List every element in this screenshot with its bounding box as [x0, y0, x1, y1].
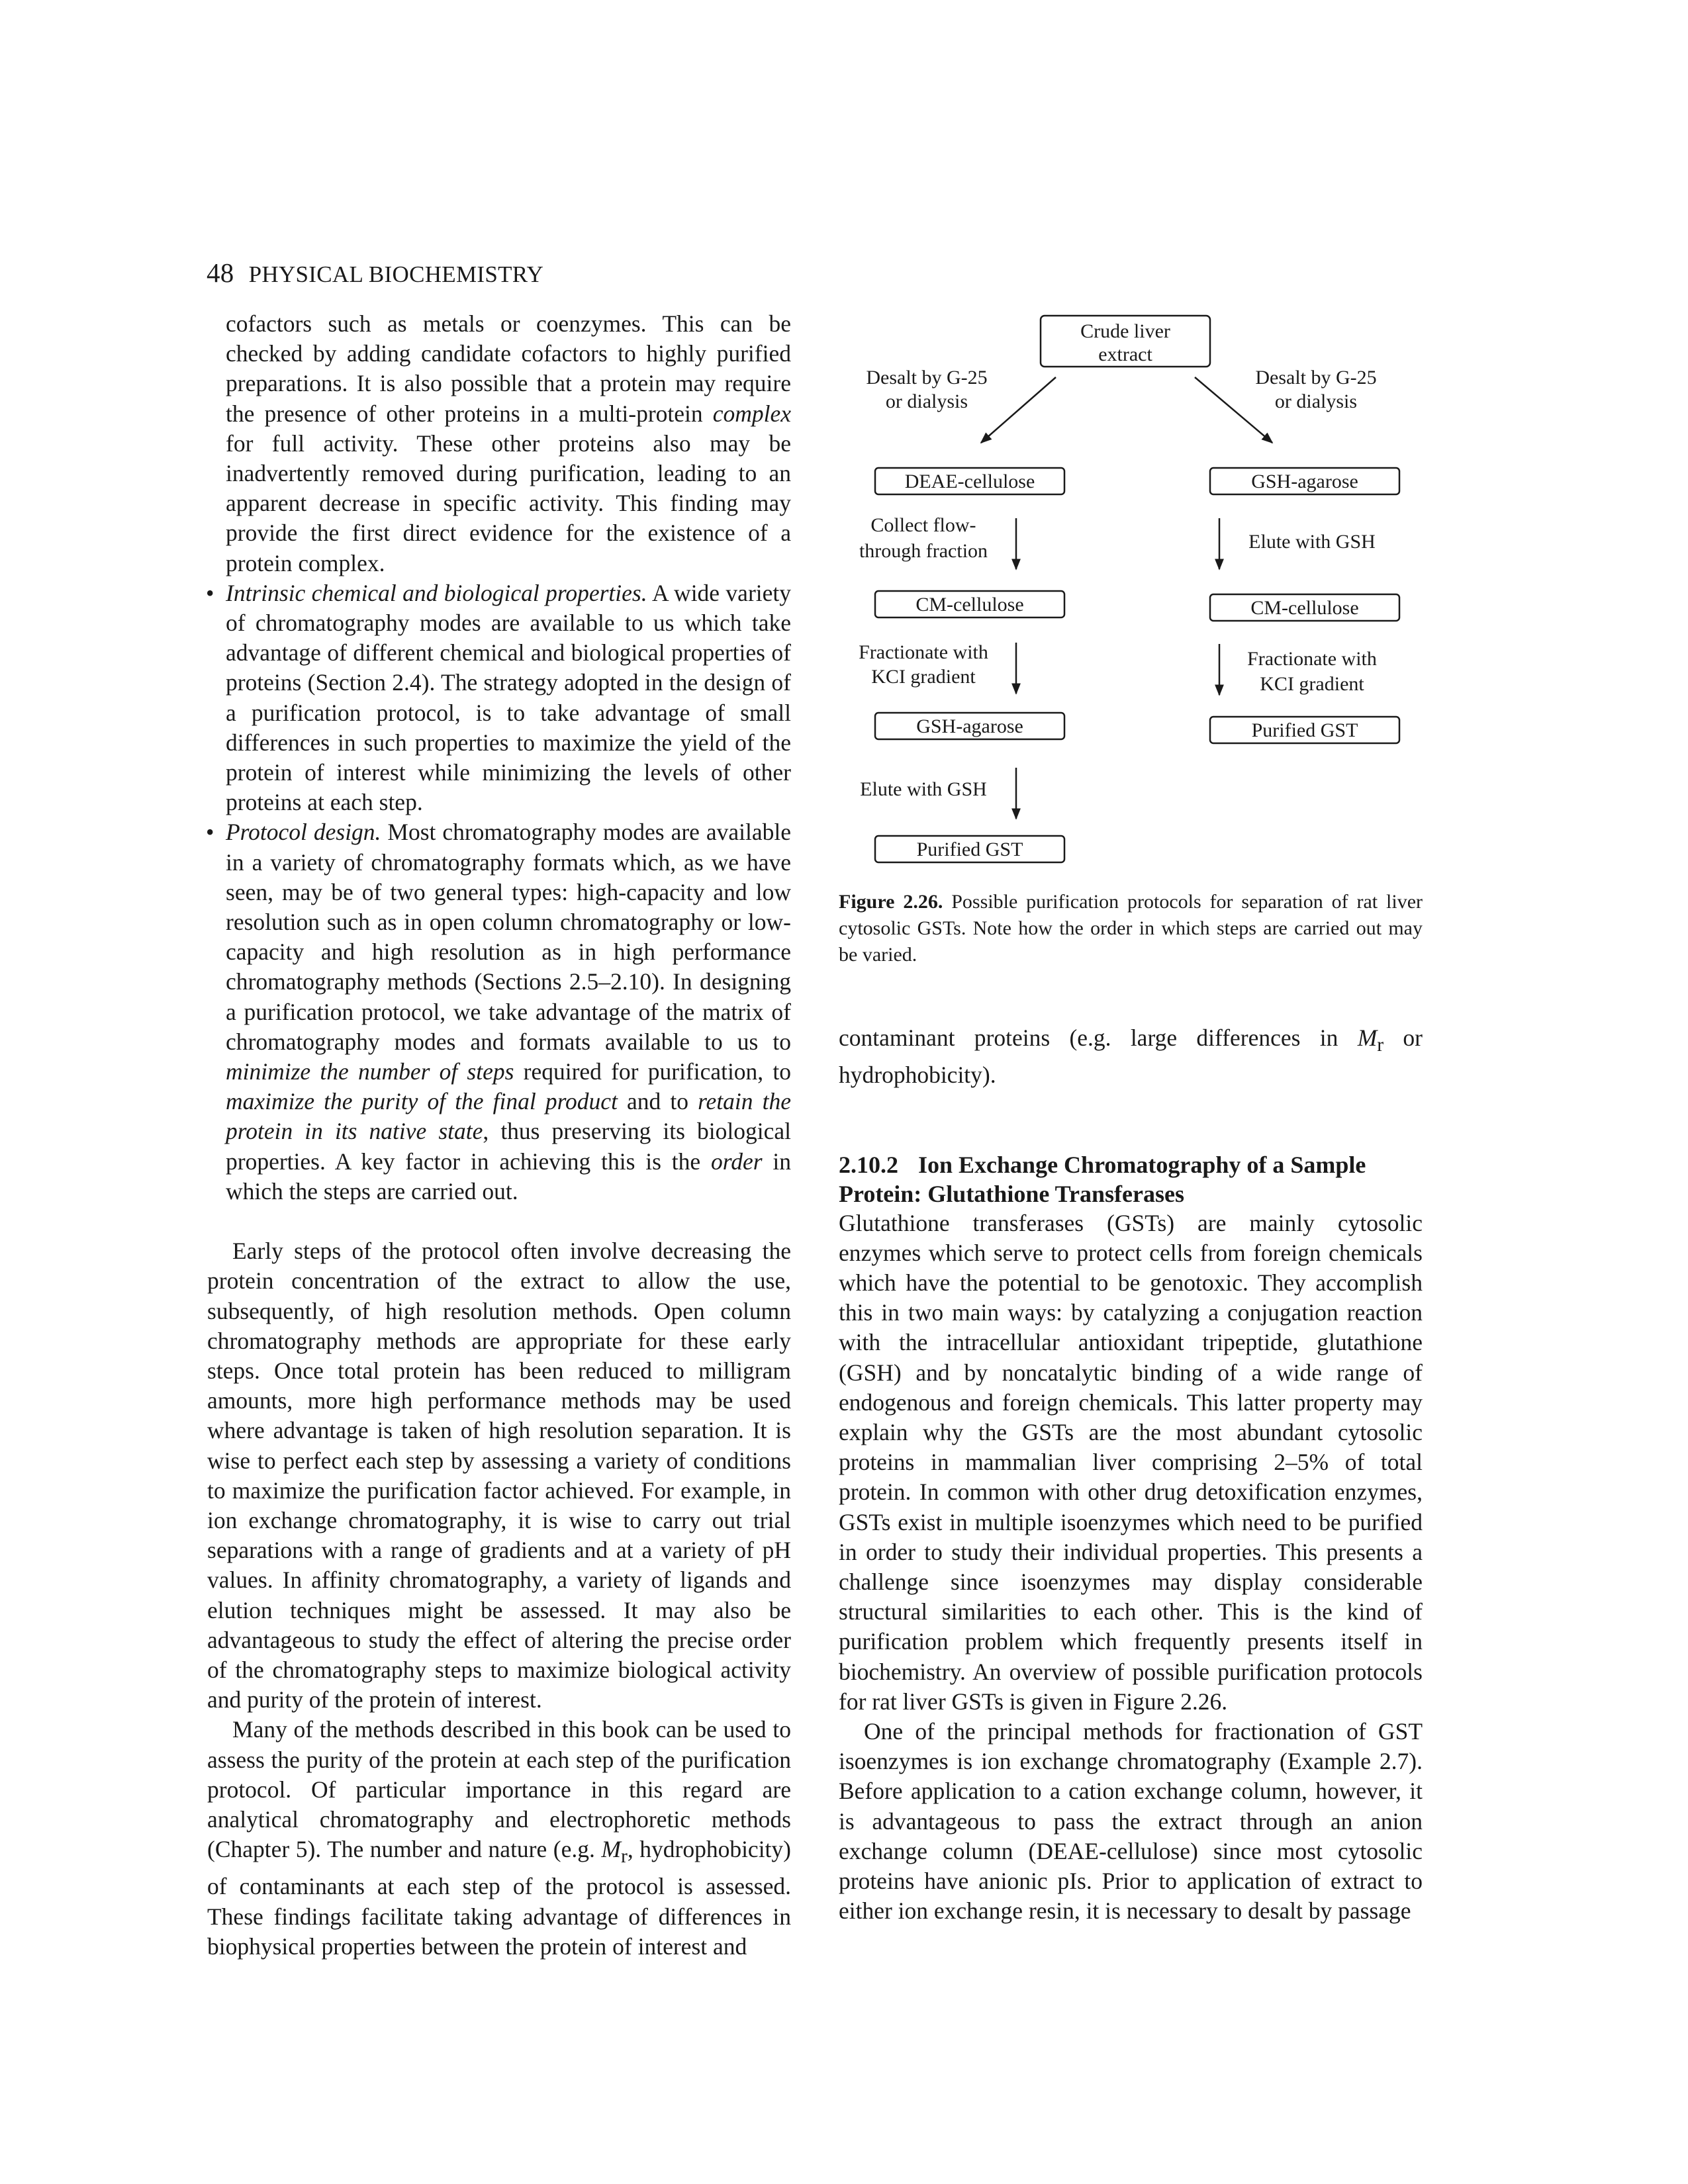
flowchart-diagram: [834, 308, 1430, 864]
arrow-desalt-left: [981, 377, 1056, 443]
box-right-gsh: [1210, 468, 1399, 494]
box-left-gsh: [875, 713, 1064, 739]
label-right-fractionate-2: KCI gradient: [1260, 673, 1364, 695]
figure-flowchart: [834, 308, 1430, 864]
bullet-title: Intrinsic chemical and biological properties.: [226, 579, 647, 606]
svg-text:Crude liver: Crude liver: [1080, 320, 1170, 342]
right-column: [839, 1023, 1423, 1926]
svg-text:GSH-agarose: GSH-agarose: [916, 715, 1023, 737]
page-number: 48: [207, 257, 234, 288]
label-right-elute: Elute with GSH: [1248, 531, 1376, 553]
label-left-fractionate-2: KCI gradient: [871, 666, 976, 688]
section-number: 2.10.2: [839, 1151, 898, 1178]
paragraph: One of the principal methods for fractionation of GST isoenzymes is ion exchange chromatography (Example 2.7). Before application to a cation exchange column, however, it is advantageous to pass the extract through an anion exchange column (DEAE-cellulose) since most cytosolic proteins have anionic pIs. Prior to application of extract to either ion exchange resin, it is necessary to desalt by passage: [839, 1717, 1423, 1925]
box-right-purified: [1210, 717, 1399, 743]
label-left-fractionate-1: Fractionate with: [859, 641, 988, 663]
bullet-icon: •: [206, 579, 214, 606]
label-left-collect-1: Collect flow-: [870, 514, 976, 536]
box-right-cm: [1210, 594, 1399, 621]
bullet-title: Protocol design.: [226, 819, 381, 846]
svg-text:GSH-agarose: GSH-agarose: [1251, 471, 1358, 492]
list-item: cofactors such as metals or coenzymes. This can be checked by adding candidate cofactors to highly purified preparations. It is also possible that a protein may require the presence of other proteins in a multi-protein complex for full activity. These other proteins also may be inadvertently removed during purification, leading to an apparent decrease in specific activity. This finding may provide the first direct evidence for the existence of a protein complex.: [226, 310, 791, 576]
list-item: • Protocol design. Most chromatography modes are available in a variety of chromatography formats which, as we have seen, may be of two general types: high-capacity and low resolution such as in open column chromatography or low-capacity and high resolution as in high performance chromatography methods (Sections 2.5–2.10). In designing a purification protocol, we take advantage of the matrix of chromatography modes and formats available to us to minimize the number of steps required for purification, to maximize the purity of the final product and to retain the protein in its native state, thus preserving its biological properties. A key factor in achieving this is the order in which the steps are carried out.: [206, 819, 791, 1205]
paragraph: contaminant proteins (e.g. large differences in $M_r$ or hydrophobicity).: [839, 1024, 1423, 1089]
section-heading: [839, 1150, 1423, 1208]
svg-text:Purified GST: Purified GST: [916, 839, 1023, 860]
figure-caption: Figure 2.26. Possible purification protocols for separation of rat liver cytosolic GSTs. Note how the order in which steps are carried out may be varied.: [839, 891, 1423, 966]
svg-text:extract: extract: [1098, 343, 1152, 365]
section-title: Ion Exchange Chromatography of a Sample Protein: Glutathione Transferases: [839, 1151, 1366, 1207]
label-desalt-left-1: Desalt by G-25: [866, 367, 988, 388]
box-crude-extract: [1041, 316, 1210, 367]
svg-text:DEAE-cellulose: DEAE-cellulose: [904, 471, 1035, 492]
svg-text:CM-cellulose: CM-cellulose: [1250, 597, 1359, 619]
label-desalt-right-2: or dialysis: [1274, 390, 1358, 412]
svg-text:CM-cellulose: CM-cellulose: [915, 594, 1024, 615]
label-desalt-left-2: or dialysis: [885, 390, 968, 412]
left-column: [207, 309, 791, 1962]
label-desalt-right-1: Desalt by G-25: [1255, 367, 1377, 388]
label-right-fractionate-1: Fractionate with: [1247, 648, 1377, 670]
box-left-purified: [875, 836, 1064, 862]
list-item: • Intrinsic chemical and biological properties. A wide variety of chromatography modes are available to us which take advantage of different chemical and biological properties of proteins (Section 2.4). The strategy adopted in the design of a purification protocol, is to take advantage of small differences in such properties to maximize the yield of the protein of interest while minimizing the levels of other proteins at each step.: [206, 579, 791, 816]
bullet-icon: •: [206, 819, 214, 846]
box-left-cm: [875, 591, 1064, 617]
box-left-deae: [875, 468, 1064, 494]
svg-text:Purified GST: Purified GST: [1251, 719, 1358, 741]
bullet-list: [207, 309, 791, 1206]
paragraph: Early steps of the protocol often involve decreasing the protein concentration of the extract to allow the use, subsequently, of high resolution methods. Open column chromatography methods are appropriate for these early steps. Once total protein has been reduced to milligram amounts, more high performance methods may be used where advantage is taken of high resolution separation. It is wise to perfect each step by assessing a variety of conditions to maximize the purification factor achieved. For example, in ion exchange chromatography, it is wise to carry out trial separations with a range of gradients and at a variety of pH values. In affinity chromatography, a variety of ligands and elution techniques might be assessed. It may also be advantageous to study the effect of altering the precise order of the chromatography steps to maximize biological activity and purity of the protein of interest.: [207, 1238, 791, 1713]
label-left-elute: Elute with GSH: [860, 778, 987, 800]
running-title: PHYSICAL BIOCHEMISTRY: [248, 261, 544, 287]
paragraph: Glutathione transferases (GSTs) are mainly cytosolic enzymes which serve to protect cells from foreign chemicals which have the potential to be genotoxic. They accomplish this in two main ways: by catalyzing a conjugation reaction with the intracellular antioxidant tripeptide, glutathione (GSH) and by noncatalytic binding of a wide range of endogenous and foreign chemicals. This latter property may explain why the GSTs are the most abundant cytosolic proteins in mammalian liver comprising 2–5% of total protein. In common with other drug detoxification enzymes, GSTs exist in multiple isoenzymes which need to be purified in order to study their individual properties. This presents a challenge since isoenzymes may display considerable structural similarities to each other. This is the kind of purification problem which frequently presents itself in biochemistry. An overview of possible purification protocols for rat liver GSTs is given in Figure 2.26.: [839, 1209, 1423, 1715]
label-left-collect-2: through fraction: [859, 540, 988, 562]
paragraph: Many of the methods described in this book can be used to assess the purity of the protein at each step of the purification protocol. Of particular importance in this regard are analytical chromatography and electrophoretic methods (Chapter 5). The number and nature (e.g. $M_r$, hydrophobicity) of contaminants at each step of the protocol is assessed. These findings facilitate taking advantage of differences in biophysical properties between the protein of interest and: [207, 1716, 791, 1960]
caption-label: Figure 2.26.: [839, 891, 943, 913]
running-header: [207, 257, 543, 289]
